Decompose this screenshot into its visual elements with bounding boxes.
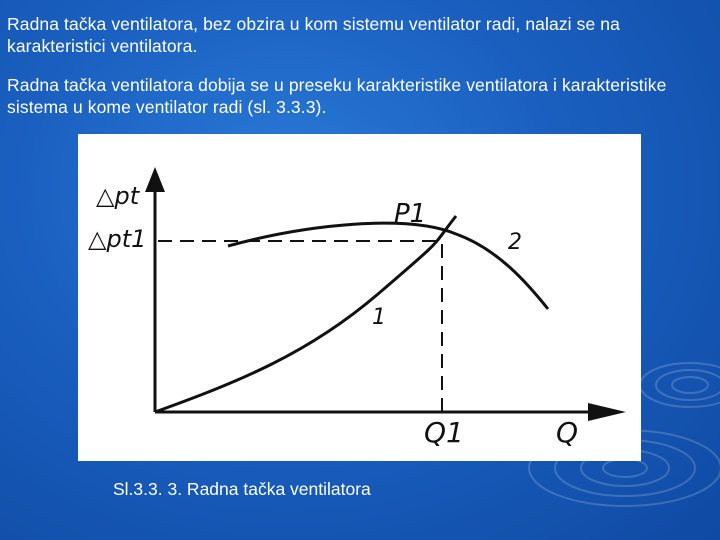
paragraph-intersection: Radna tačka ventilatora dobija se u preseku karakteristike ventilatora i karakteristike sistema u kome ventilator radi (sl. 3.3.3). — [7, 75, 667, 117]
curve-1-label: 1 — [372, 305, 386, 330]
paragraph-operating-point: Radna tačka ventilatora, bez obzira u kom sistemu ventilator radi, nalazi se na karakteristici ventilatora. — [7, 14, 620, 56]
figure-caption: Sl.3.3. 3. Radna tačka ventilatora — [113, 479, 371, 499]
y-axis-label: △pt — [96, 182, 140, 210]
curve-2-fan — [228, 223, 548, 309]
diagram-canvas — [78, 134, 641, 461]
point-p1-label: P1 — [394, 199, 427, 229]
x-mark-label: Q1 — [424, 416, 464, 449]
fan-characteristic-diagram — [78, 134, 641, 461]
x-axis-label: Q — [556, 416, 579, 449]
curve-2-label: 2 — [508, 230, 522, 255]
y-mark-label: △pt1 — [88, 225, 147, 253]
x-axis-arrow — [588, 403, 626, 421]
curve-1-system — [155, 216, 456, 412]
y-axis-arrow — [145, 167, 165, 192]
